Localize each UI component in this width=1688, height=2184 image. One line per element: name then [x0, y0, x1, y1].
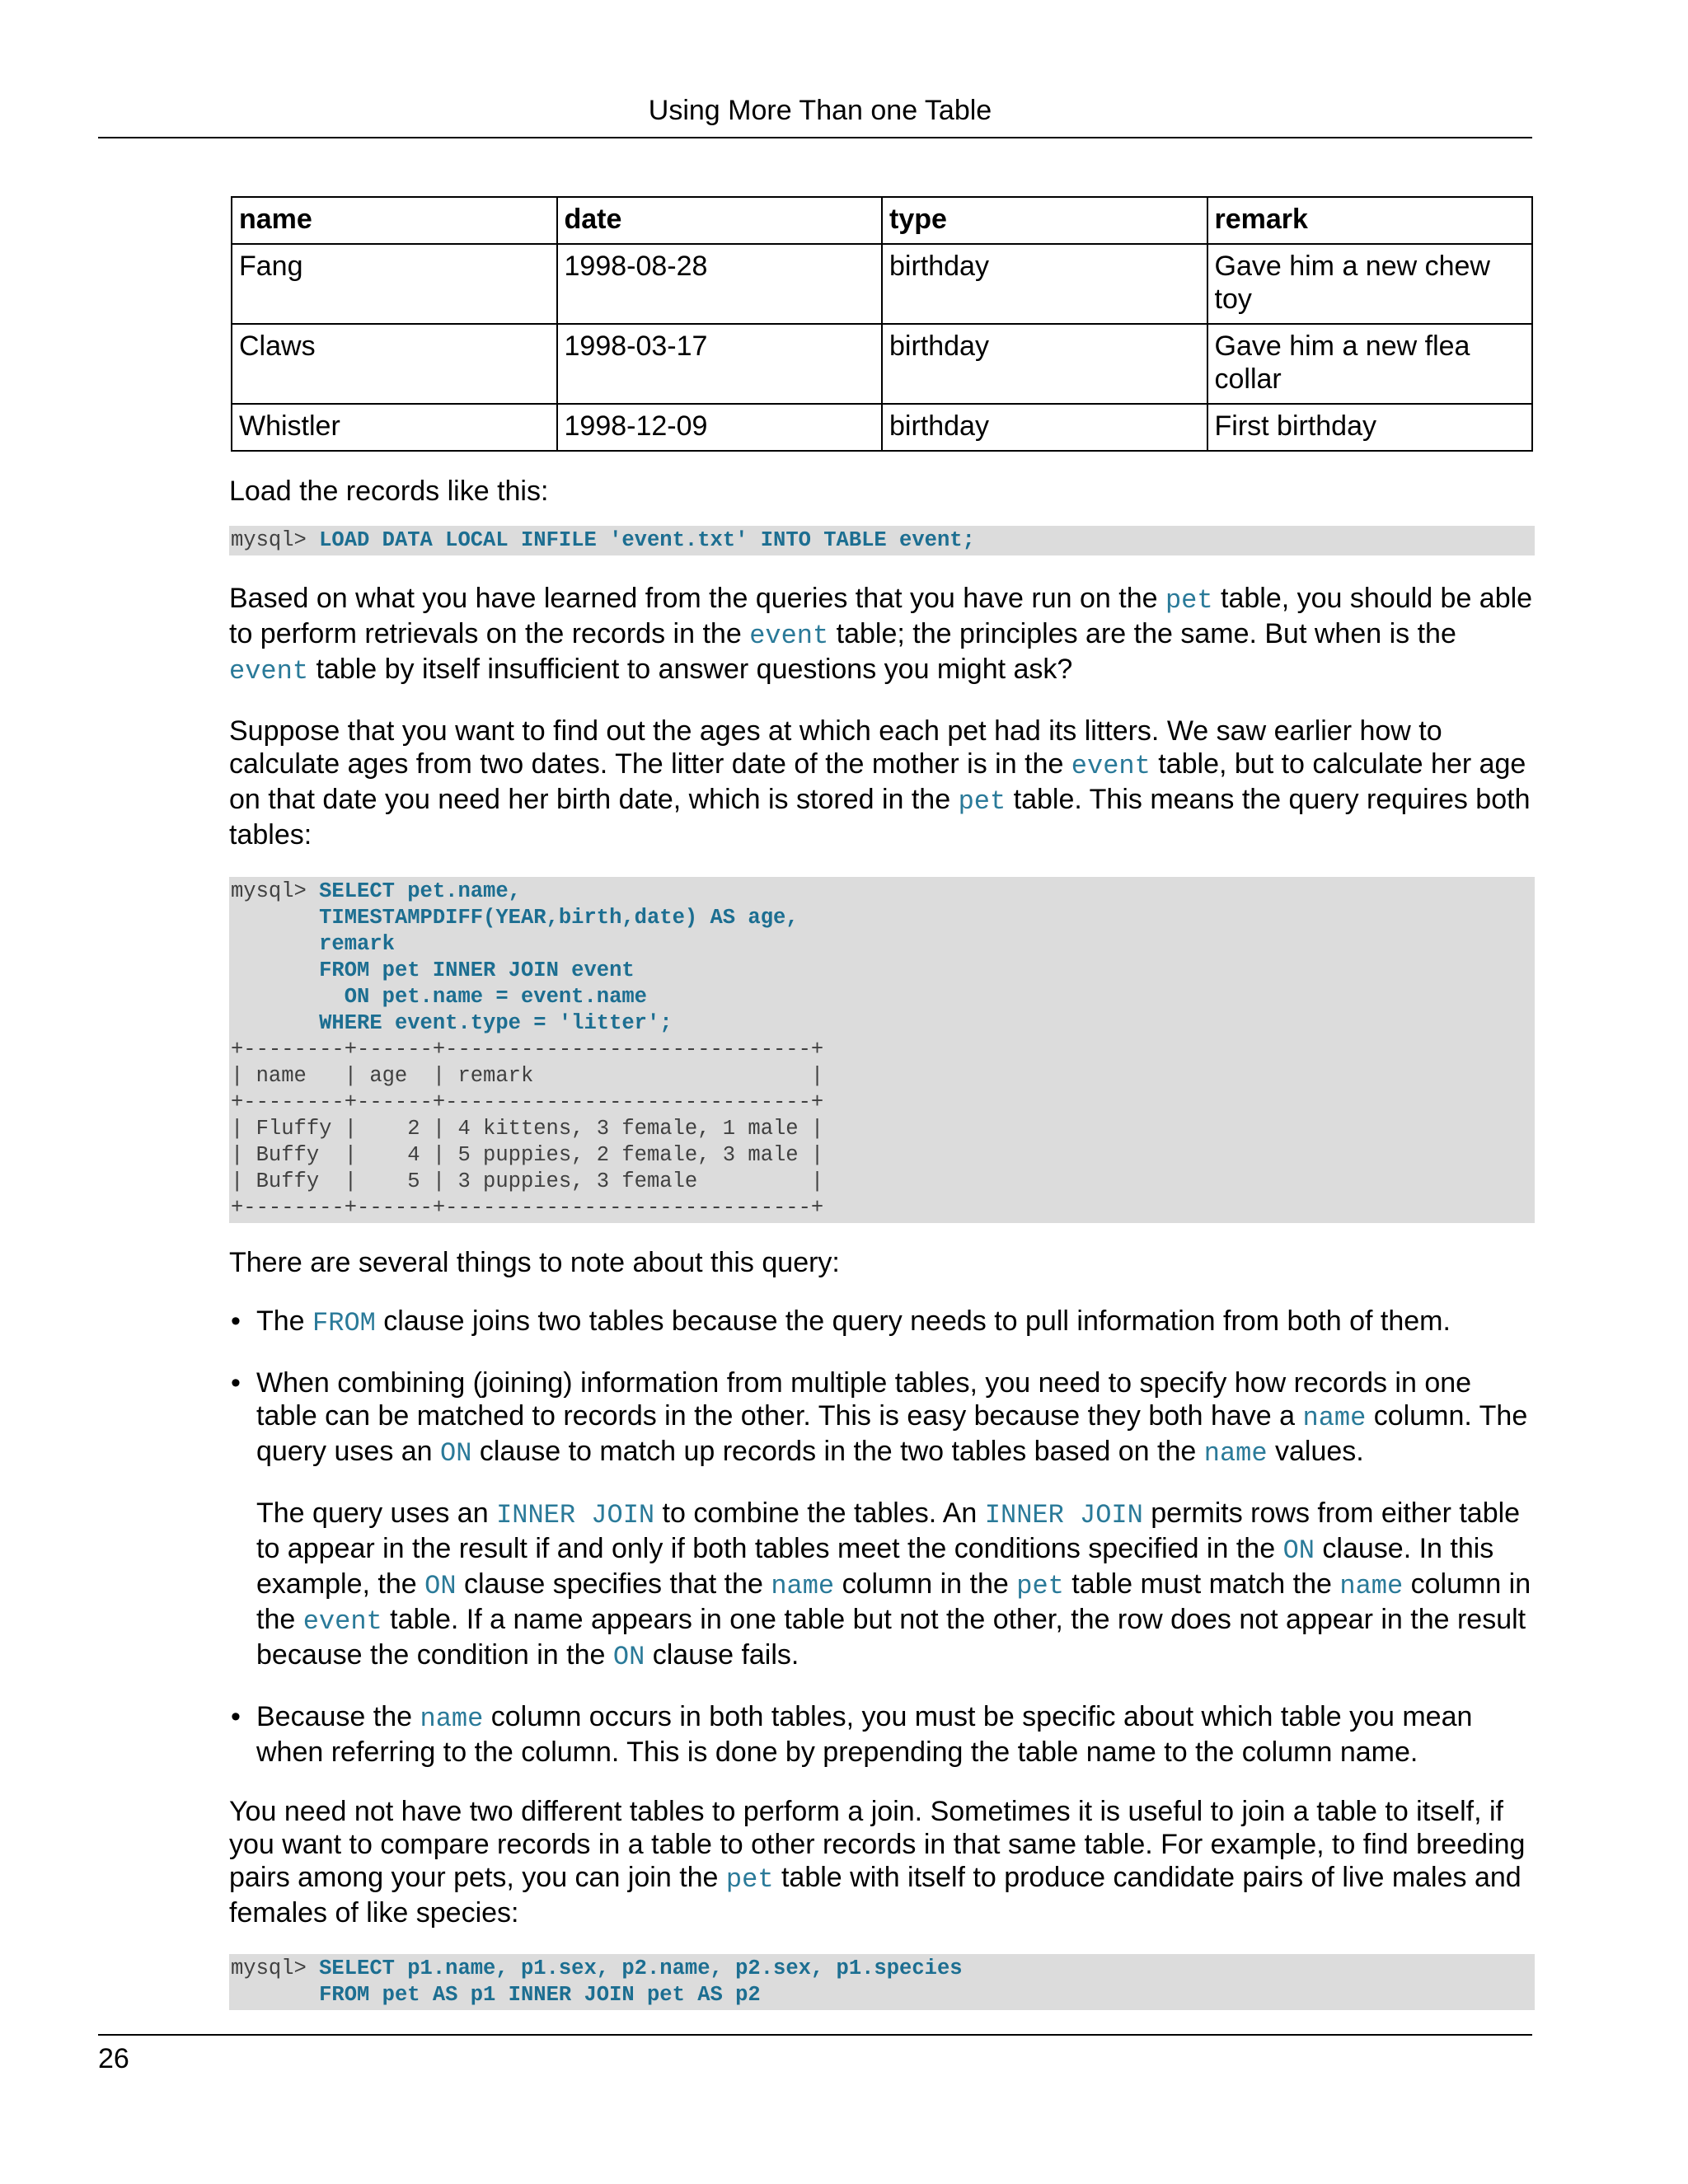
cell-remark: First birthday	[1207, 404, 1533, 451]
bullet-icon: •	[231, 1305, 241, 1337]
sql-line: TIMESTAMPDIFF(YEAR,birth,date) AS age,	[319, 906, 799, 930]
inline-code: event	[302, 1606, 382, 1637]
inline-code: name	[1302, 1403, 1367, 1433]
cell-date: 1998-08-28	[557, 244, 883, 324]
cell-type: birthday	[882, 324, 1207, 404]
inline-code: ON	[424, 1571, 457, 1601]
sql-line: SELECT pet.name,	[319, 879, 521, 903]
page-content	[229, 196, 1535, 2010]
inline-code: ON	[612, 1642, 645, 1672]
bullet-icon: •	[231, 1701, 241, 1732]
paragraph-litter-ages: Suppose that you want to find out the ages at which each pet had its litters. We saw earlier how to calculate ages from two dates. The litter date of the mother is in the event table, but to calculate her age on that date you need her birth date, which is stored in the pet table. This means the query requires both tables:	[229, 715, 1531, 851]
inline-code: pet	[1165, 585, 1213, 616]
sql-command: LOAD DATA LOCAL INFILE 'event.txt' INTO TABLE event;	[319, 528, 975, 552]
column-header-type: type	[882, 197, 1207, 244]
cell-date: 1998-12-09	[557, 404, 883, 451]
query-result-output: +--------+------+-----------------------------+ | name | age | remark | +--------+------+-----------------------------+ | Fluffy | 2 | 4 kittens, 3 female, 1 male | | Buffy | 4 | 5 puppies, 2 female, 3 male | | Buffy | 5 | 3 puppies, 3 female | +--------+------+-----------------------------+	[231, 1038, 824, 1220]
cell-type: birthday	[882, 404, 1207, 451]
inline-code: name	[420, 1704, 484, 1734]
table-row	[232, 324, 1532, 404]
inline-code: pet	[725, 1864, 774, 1895]
cell-name: Whistler	[232, 404, 557, 451]
load-records-intro: Load the records like this:	[229, 476, 549, 507]
inline-code: ON	[440, 1438, 472, 1469]
inline-code: pet	[1016, 1571, 1064, 1601]
inline-code: FROM	[312, 1308, 376, 1338]
sql-line: remark	[319, 932, 395, 956]
mysql-prompt: mysql>	[231, 1957, 320, 1980]
cell-name: Fang	[232, 244, 557, 324]
notes-list	[229, 1305, 1535, 1769]
inline-code: name	[1203, 1438, 1268, 1469]
inline-code: event	[1071, 751, 1151, 781]
notes-intro: There are several things to note about this query:	[229, 1247, 840, 1278]
paragraph-retrievals: Based on what you have learned from the queries that you have run on the pet table, you should be able to perform retrievals on the records in the event table; the principles are the same. But when is the event table by itself insufficient to answer questions you might ask?	[229, 583, 1533, 687]
self-join-code-block	[229, 1954, 1535, 2010]
event-records-table	[231, 196, 1533, 452]
page-number: 26	[98, 2043, 129, 2074]
cell-type: birthday	[882, 244, 1207, 324]
list-item: • Because the name column occurs in both tables, you must be specific about which table you mean when referring to the column. This is done by prepending the table name to the column name.	[231, 1701, 1473, 1768]
list-item: • When combining (joining) information from multiple tables, you need to specify how records in one table can be matched to records in the other. This is easy because they both have a name column. The query uses an ON clause to match up records in the two tables based on the name values. The query uses an INNER JOIN to combine the tables. An INNER JOIN permits rows from either table to appear in the result if and only if both tables meet the conditions specified in the ON clause. In this example, the ON clause specifies that the name column in the pet table must match the name column in the event table. If a name appears in one table but not the other, the row does not appear in the result because the condition in the ON clause fails.	[231, 1367, 1531, 1672]
inline-code: INNER JOIN	[496, 1500, 655, 1530]
mysql-prompt: mysql>	[231, 528, 320, 552]
inline-code: pet	[958, 786, 1006, 817]
inline-code: INNER JOIN	[984, 1500, 1143, 1530]
cell-name: Claws	[232, 324, 557, 404]
footer-rule	[98, 2034, 1532, 2036]
column-header-name: name	[232, 197, 557, 244]
inline-code: event	[749, 621, 829, 651]
table-header-row	[232, 197, 1532, 244]
sql-line: FROM pet AS p1 INNER JOIN pet AS p2	[319, 1983, 761, 2007]
table-row	[232, 404, 1532, 451]
sql-line: ON pet.name = event.name	[319, 985, 647, 1009]
paragraph-self-join: You need not have two different tables to perform a join. Sometimes it is useful to join a table to itself, if you want to compare records in a table to other records in that same table. For example, to find breeding pairs among your pets, you can join the pet table with itself to produce candidate pairs of live males and females of like species:	[229, 1796, 1526, 1929]
inline-code: name	[771, 1571, 835, 1601]
cell-remark: Gave him a new flea collar	[1207, 324, 1533, 404]
sql-line: WHERE event.type = 'litter';	[319, 1011, 673, 1035]
table-row	[232, 244, 1532, 324]
column-header-date: date	[557, 197, 883, 244]
mysql-prompt: mysql>	[231, 879, 320, 903]
column-header-remark: remark	[1207, 197, 1533, 244]
load-data-code-block	[229, 526, 1535, 555]
sql-line: FROM pet INNER JOIN event	[319, 958, 635, 982]
join-query-code-block	[229, 877, 1535, 1223]
cell-date: 1998-03-17	[557, 324, 883, 404]
header-rule	[98, 137, 1532, 138]
cell-remark: Gave him a new chew toy	[1207, 244, 1533, 324]
inline-code: name	[1339, 1571, 1404, 1601]
list-item: • The FROM clause joins two tables because the query needs to pull information from both of them.	[231, 1305, 1451, 1338]
inline-code: event	[229, 656, 309, 687]
bullet-icon: •	[231, 1367, 241, 1399]
sql-line: SELECT p1.name, p1.sex, p2.name, p2.sex, p1.species	[319, 1957, 963, 1980]
page-header-title: Using More Than one Table	[648, 95, 992, 126]
inline-code: ON	[1282, 1535, 1315, 1566]
